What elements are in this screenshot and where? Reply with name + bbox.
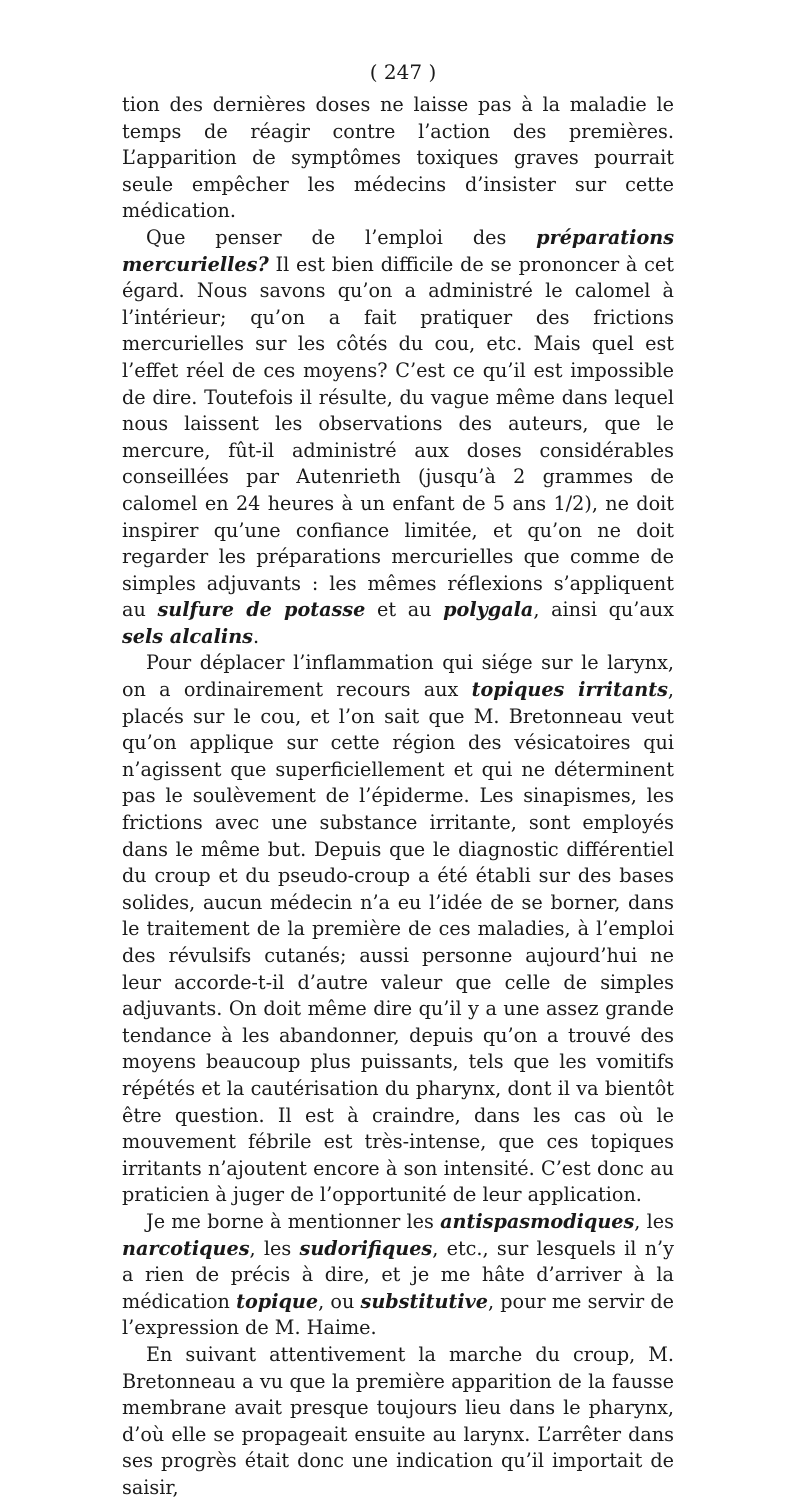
text-run: tion des dernières doses ne laisse pas à la maladie le temps de réagir contre l’action des premières. L’apparition de symptômes toxiques graves pourrait seule empêcher les médecins d’insister sur cette médication. xyxy=(122,93,674,223)
emphasized-term: substitutive xyxy=(360,1289,488,1313)
text-run: , ainsi qu’aux xyxy=(533,598,674,622)
emphasized-term: narcotiques xyxy=(122,1236,250,1260)
page-number: ( 247 ) xyxy=(369,60,437,84)
emphasized-term: sulfure de potasse xyxy=(157,598,366,622)
text-run: et au xyxy=(365,598,444,622)
text-run: Je me borne à mentionner les xyxy=(146,1209,441,1233)
text-run: , placés sur le cou, et l’on sait que M. Bretonneau veut qu’on applique sur cette région des vésicatoires qui n’agissent que superficiellement et qui ne déterminent pas le soulèvement de l’épiderme. Les sinapismes, les frictions avec une substance irritante, sont employés dans le même but. Depuis que le diagnostic différentiel du croup et du pseudo-croup a été établi sur des bases solides, aucun médecin n’a eu l’idée de se borner, dans le traitement de la première de ces maladies, à l’emploi des révulsifs cutanés; aussi personne aujourd’hui ne leur accorde-t-il d’autre valeur que celle de simples adjuvants. On doit même dire qu’il y a une assez grande tendance à les abandonner, depuis qu’on a trouvé des moyens beaucoup plus puissants, tels que les vomitifs répétés et la cautérisation du pharynx, dont il va bientôt être question. Il est à craindre, dans les cas où le mouvement fébrile est très-intense, que ces topiques irritants n’ajoutent encore à son intensité. C’est donc au praticien à juger de l’opportunité de leur application. xyxy=(122,678,674,1207)
emphasized-term: topiques irritants xyxy=(471,678,668,702)
text-run: Il est bien difficile de se prononcer à cet égard. Nous savons qu’on a administré le calomel à l’intérieur; qu’on a fait pratiquer des frictions mercurielles sur les côtés du cou, etc. Mais quel est l’effet réel de ces moyens? C’est ce qu’il est impossible de dire. Toutefois il résulte, du vague même dans lequel nous laissent les observations des auteurs, que le mercure, fût-il administré aux doses considérables conseillées par Autenrieth (jusqu’à 2 grammes de calomel en 24 heures à un enfant de 5 ans 1/2), ne doit inspirer qu’une confiance limitée, et qu’on ne doit regarder les préparations mercurielles que comme de simples adjuvants : les mêmes réflexions s’appliquent au xyxy=(122,252,674,622)
paragraph xyxy=(122,650,674,1208)
text-run: , les xyxy=(634,1209,674,1233)
paragraph xyxy=(122,1342,674,1501)
book-page xyxy=(122,58,674,1501)
text-run: Pour déplacer l’inflammation qui siége sur le larynx, on a ordinairement recours aux xyxy=(122,651,674,702)
paragraph xyxy=(122,92,674,225)
emphasized-term: topique xyxy=(236,1289,319,1313)
emphasized-term: sudorifiques xyxy=(299,1236,433,1260)
paragraph xyxy=(122,1209,674,1342)
emphasized-term: antispasmodiques xyxy=(440,1209,635,1233)
text-run: . xyxy=(252,624,260,648)
emphasized-term: préparations mercurielles? xyxy=(122,225,674,276)
emphasized-term: polygala xyxy=(443,598,534,622)
text-run: , les xyxy=(249,1236,300,1260)
text-run: , etc., sur lesquels il n’y a rien de précis à dire, et je me hâte d’arriver à la médication xyxy=(122,1236,674,1313)
paragraph xyxy=(122,225,674,651)
text-run: , pour me servir de l’expression de M. Haime. xyxy=(122,1289,674,1340)
emphasized-term: sels alcalins xyxy=(122,624,253,648)
text-run: Que penser de l’emploi des xyxy=(146,225,537,249)
text-run: , ou xyxy=(318,1289,361,1313)
text-run: En suivant attentivement la marche du croup, M. Bretonneau a vu que la première apparition de la fausse membrane avait presque toujours lieu dans le pharynx, d’où elle se propageait ensuite au larynx. L’arrêter dans ses progrès était donc une indication qu’il importait de saisir, xyxy=(122,1342,674,1499)
